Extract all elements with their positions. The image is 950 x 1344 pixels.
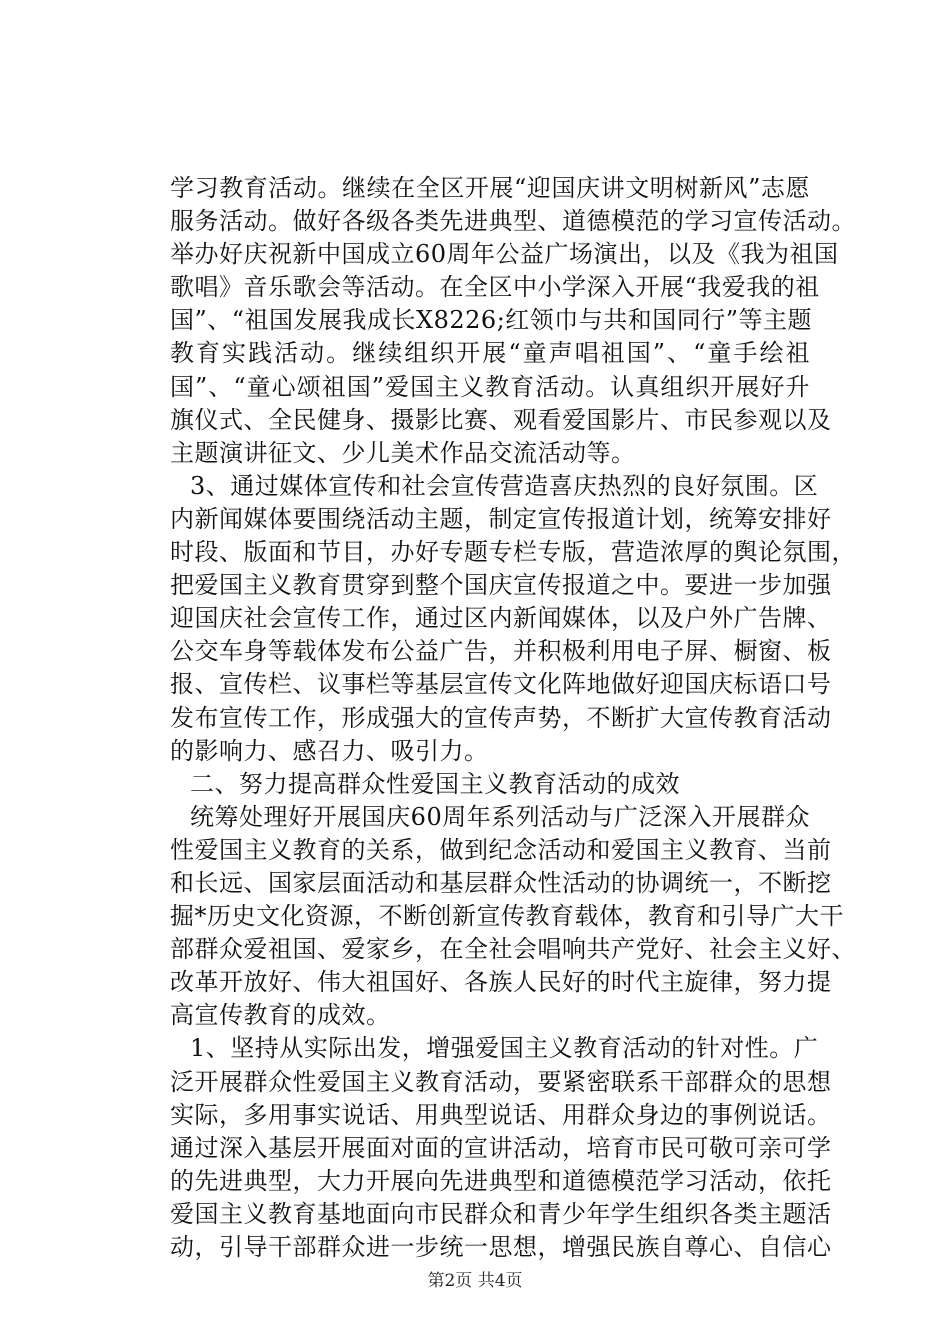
text-line: 爱国主义教育基地面向市民群众和青少年学生组织各类主题活 <box>170 1199 832 1228</box>
text-line: 时段、版面和节目，办好专题专栏专版，营造浓厚的舆论氛围， <box>170 538 856 567</box>
text-line: 高宣传教育的成效。 <box>170 1001 391 1030</box>
text-line: 性爱国主义教育的关系，做到纪念活动和爱国主义教育、当前 <box>170 835 832 864</box>
text-line: 实际，多用事实说话、用典型说话、用群众身边的事例说话。 <box>170 1100 832 1129</box>
text-line: 学习教育活动。继续在全区开展“迎国庆讲文明树新风”志愿 <box>170 174 810 202</box>
text-line: 发布宣传工作，形成强大的宣传声势，不断扩大宣传教育活动 <box>170 703 832 732</box>
text-line: 旗仪式、全民健身、摄影比赛、观看爱国影片、市民参观以及 <box>170 405 832 434</box>
text-line: 主题演讲征文、少儿美术作品交流活动等。 <box>170 438 636 467</box>
text-line: 报、宣传栏、议事栏等基层宣传文化阵地做好迎国庆标语口号 <box>170 670 832 699</box>
text-line: 国”、“童心颂祖国”爱国主义教育活动。认真组织开展好升 <box>170 372 810 401</box>
text-line: 内新闻媒体要围绕活动主题，制定宣传报道计划，统筹安排好 <box>170 504 832 533</box>
text-line: 和长远、国家层面活动和基层群众性活动的协调统一，不断挖 <box>170 868 832 897</box>
text-line: 服务活动。做好各级各类先进典型、道德模范的学习宣传活动。 <box>170 207 856 236</box>
text-line: 泛开展群众性爱国主义教育活动，要紧密联系干部群众的思想 <box>170 1067 832 1096</box>
text-line: 公交车身等载体发布公益广告，并积极利用电子屏、橱窗、板 <box>170 637 832 666</box>
text-line: 掘*历史文化资源，不断创新宣传教育载体，教育和引导广大干 <box>170 902 844 931</box>
text-line: 迎国庆社会宣传工作，通过区内新闻媒体，以及户外广告牌、 <box>170 604 832 633</box>
page-number-footer: 第2页 共4页 <box>427 1271 523 1291</box>
text-line: 动，引导干部群众进一步统一思想，增强民族自尊心、自信心 <box>170 1233 832 1261</box>
text-line: 1、坚持从实际出发，增强爱国主义教育活动的针对性。广 <box>190 1034 819 1063</box>
text-line: 的先进典型，大力开展向先进典型和道德模范学习活动，依托 <box>170 1166 832 1195</box>
text-line: 统筹处理好开展国庆60周年系列活动与广泛深入开展群众 <box>190 802 810 831</box>
text-line: 国”、“祖国发展我成长X8226;红领巾与共和国同行”等主题 <box>170 306 813 335</box>
text-line: 教育实践活动。继续组织开展“童声唱祖国”、“童手绘祖 <box>170 339 810 368</box>
section-heading: 二、努力提高群众性爱国主义教育活动的成效 <box>190 769 680 798</box>
text-line: 把爱国主义教育贯穿到整个国庆宣传报道之中。要进一步加强 <box>170 571 832 600</box>
text-line: 改革开放好、伟大祖国好、各族人民好的时代主旋律，努力提 <box>170 968 832 997</box>
text-line: 举办好庆祝新中国成立60周年公益广场演出，以及《我为祖国 <box>170 240 839 269</box>
text-line: 歌唱》音乐歌会等活动。在全区中小学深入开展“我爱我的祖 <box>170 273 820 302</box>
text-line: 3、通过媒体宣传和社会宣传营造喜庆热烈的良好氛围。区 <box>190 471 819 500</box>
text-line: 通过深入基层开展面对面的宣讲活动，培育市民可敬可亲可学 <box>170 1133 832 1162</box>
document-body <box>170 172 856 1264</box>
text-line: 部群众爱祖国、爱家乡，在全社会唱响共产党好、社会主义好、 <box>170 935 856 964</box>
text-line: 的影响力、感召力、吸引力。 <box>170 736 489 765</box>
